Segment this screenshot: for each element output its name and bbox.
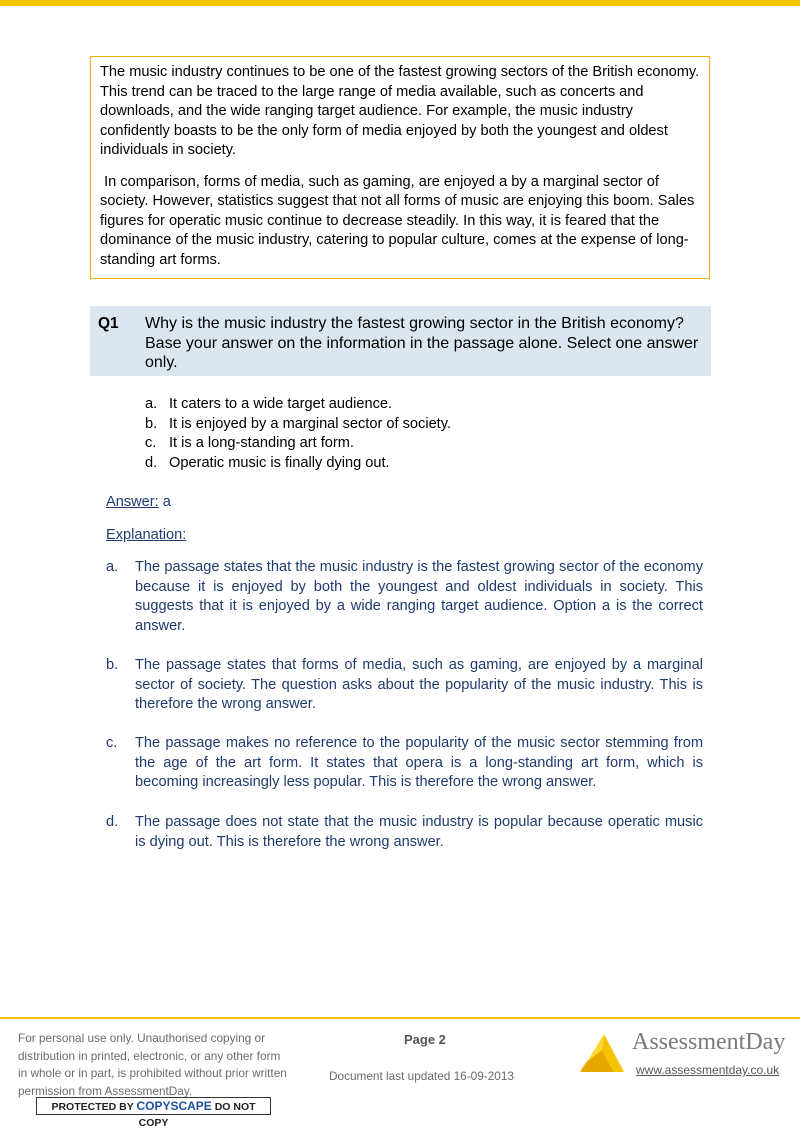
explanation-letter: b.: [106, 657, 119, 673]
explanation-letter: c.: [106, 735, 118, 751]
copyscape-badge[interactable]: [36, 1097, 271, 1129]
passage-paragraph-2: In comparison, forms of media, such as gaming, are enjoyed a by a marginal sector of society. However, statistics suggest that not all forms of music are enjoying this boom. Sales figures for operatic music continue to decrease steadily. In this way, it is feared that the dominance of the music industry, catering to popular culture, comes at the expense of long-standing art forms.: [100, 173, 695, 268]
question-box: [90, 306, 711, 376]
last-updated: Document last updated 16-09-2013: [329, 1069, 514, 1083]
footer-disclaimer: For personal use only. Unauthorised copying or distribution in printed, electronic, or any other form in whole or in part, is prohibited without prior written permission from AssessmentDay.: [18, 1031, 287, 1098]
answer-options: [145, 395, 451, 473]
option-letter: c.: [145, 435, 157, 451]
option-d: [145, 454, 451, 474]
explanation-heading: Explanation:: [106, 527, 187, 543]
footer-divider: [0, 1017, 800, 1019]
explanation-item-c: [106, 734, 703, 793]
option-a: [145, 395, 451, 415]
question-text: Why is the music industry the fastest growing sector in the British economy? Base your answer on the information in the passage alone. Select one answer only.: [145, 315, 699, 371]
answer-value: a: [162, 494, 171, 510]
explanation-text: The passage states that the music industry is the fastest growing sector of the economy because it is enjoyed by both the youngest and oldest individuals in society. This suggests that it is enjoyed by a wide ranging target audience. Option a is the correct answer.: [135, 559, 703, 634]
explanation-item-a: [106, 558, 703, 636]
copyscape-pre: PROTECTED BY: [51, 1101, 134, 1113]
answer-line: [106, 494, 171, 510]
explanation-text: The passage states that forms of media, such as gaming, are enjoyed by a marginal sector of society. The question asks about the popularity of the music industry. This is therefore the wrong answer.: [135, 657, 703, 713]
brand-url-link[interactable]: www.assessmentday.co.uk: [636, 1063, 780, 1077]
option-text: It is enjoyed by a marginal sector of society.: [169, 415, 452, 432]
option-b: [145, 415, 451, 435]
option-letter: a.: [145, 396, 158, 412]
page-number: Page 2: [404, 1032, 446, 1047]
option-letter: d.: [145, 454, 158, 471]
option-text: It is a long-standing art form.: [169, 435, 354, 451]
explanation-letter: d.: [106, 814, 119, 830]
answer-label: Answer:: [106, 494, 159, 510]
question-number: Q1: [98, 315, 119, 332]
option-c: [145, 434, 451, 454]
explanation-letter: a.: [106, 559, 119, 575]
explanation-text: The passage makes no reference to the popularity of the music sector stemming from the age of the art form. It states that opera is a long-standing art form, which is becoming increasingly less popular. This is therefore the wrong answer.: [135, 735, 703, 791]
explanation-item-b: [106, 656, 703, 715]
explanation-item-d: [106, 813, 703, 852]
top-accent-bar: [0, 0, 800, 6]
option-letter: b.: [145, 415, 158, 432]
copyscape-post: DO NOT COPY: [138, 1101, 256, 1129]
copyscape-brand: COPYSCAPE: [136, 1099, 212, 1113]
option-text: It caters to a wide target audience.: [169, 396, 393, 412]
option-text: Operatic music is finally dying out.: [169, 454, 390, 471]
assessmentday-logo-icon: [578, 1032, 626, 1074]
explanation-text: The passage does not state that the music industry is popular because operatic music is dying out. This is therefore the wrong answer.: [135, 814, 703, 850]
passage-paragraph-1: The music industry continues to be one of the fastest growing sectors of the British economy. This trend can be traced to the large range of media available, such as concerts and downloads, and the wide ranging target audience. For example, the music industry confidently boasts to be the only form of media enjoyed by both the youngest and oldest individuals in society.: [100, 64, 700, 158]
passage-box: [90, 56, 710, 279]
brand-name: AssessmentDay: [632, 1029, 786, 1055]
